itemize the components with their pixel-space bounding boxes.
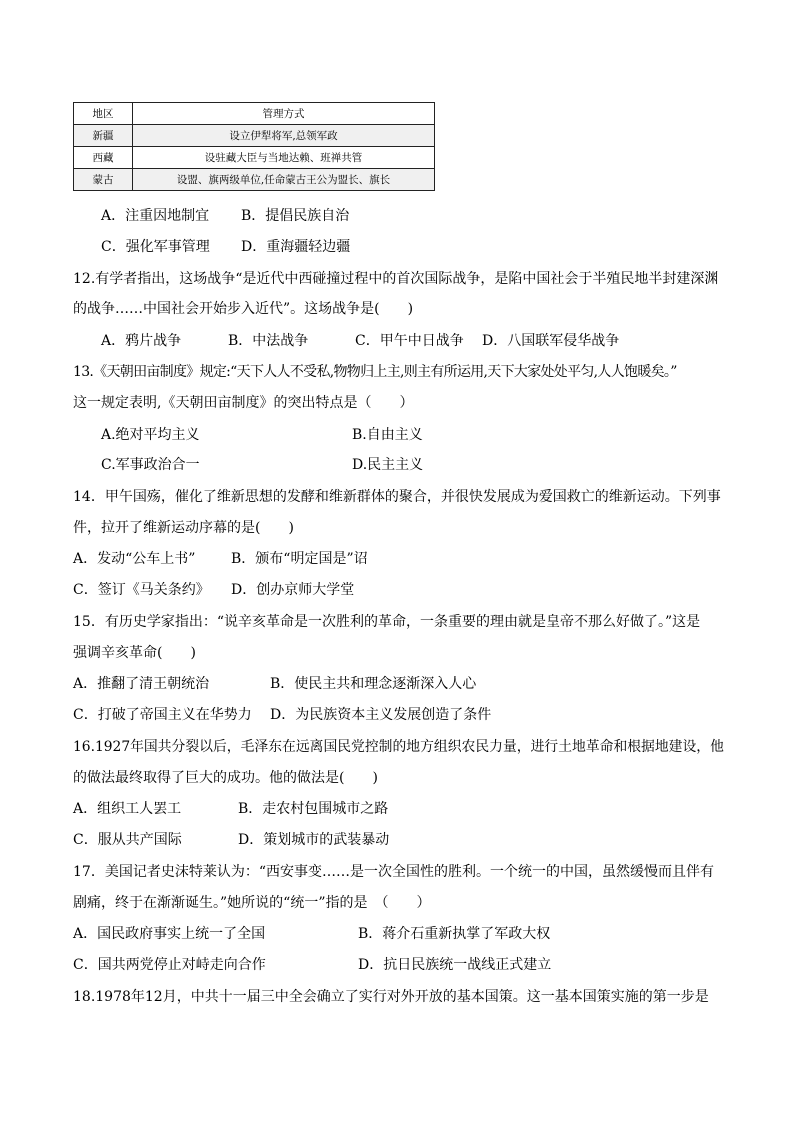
q12-option-d[interactable]: D．八国联军侵华战争 (482, 333, 620, 349)
q16-option-d[interactable]: D．策划城市的武装暴动 (238, 832, 390, 848)
table-cell: 蒙古 (74, 169, 133, 191)
q11-option-b[interactable]: B．提倡民族自治 (241, 208, 350, 224)
q13-option-d[interactable]: D.民主主义 (352, 457, 424, 473)
q12-option-b[interactable]: B．中法战争 (228, 333, 309, 349)
q17-stem-line-1: 17．美国记者史沫特莱认为：“西安事变……是一次全国性的胜利。一个统一的中国，虽然缓慢而且伴有 (73, 864, 714, 880)
q14-options-row-2 (73, 581, 354, 599)
q11-option-c[interactable]: C．强化军事管理 (101, 239, 210, 255)
q14-option-d[interactable]: D．创办京师大学堂 (231, 582, 355, 598)
q17-options-row-2 (73, 956, 551, 974)
table-row (74, 125, 435, 147)
table-cell: 设立伊犁将军,总领军政 (133, 125, 435, 147)
q17-options-row-1 (73, 925, 550, 943)
table-cell: 设驻藏大臣与当地达赖、班禅共管 (133, 147, 435, 169)
table-cell: 设盟、旗两级单位,任命蒙古王公为盟长、旗长 (133, 169, 435, 191)
q14-stem-line-2: 件，拉开了维新运动序幕的是( ) (73, 520, 294, 536)
q17-option-c[interactable]: C．国共两党停止对峙走向合作 (73, 957, 266, 973)
q16-option-a[interactable]: A．组织工人罢工 (73, 801, 182, 817)
q12-stem-line-1: 12.有学者指出，这场战争“是近代中西碰撞过程中的首次国际战争，是陷中国社会于半殖民地半封建深渊 (73, 271, 719, 287)
q13-options-row-2 (101, 456, 423, 474)
q15-stem-line-1: 15．有历史学家指出：“说辛亥革命是一次胜利的革命，一条重要的理由就是皇帝不那么好做了。”这是 (73, 614, 701, 630)
table-cell: 新疆 (74, 125, 133, 147)
q13-option-c[interactable]: C.军事政治合一 (101, 457, 200, 473)
q14-stem-line-1: 14．甲午国殇，催化了维新思想的发酵和维新群体的聚合，并很快发展成为爱国救亡的维新运动。下列事 (73, 489, 721, 505)
table-cell: 西藏 (74, 147, 133, 169)
q13-stem-line-1: 13.《天朝田亩制度》规定:“天下人人不受私,物物归上主,则主有所运用,天下大家处处平匀,人人饱暖矣。” (73, 364, 677, 380)
table-row (74, 147, 435, 169)
q11-option-d[interactable]: D．重海疆轻边疆 (241, 239, 351, 255)
q17-stem-line-2: 剧痛，终于在渐渐诞生。”她所说的“统一”指的是 （ ） (73, 895, 431, 911)
q15-options-row-1 (73, 675, 476, 693)
table-header-cell: 管理方式 (133, 103, 435, 125)
q11-options-row-2 (101, 238, 350, 256)
q16-stem-line-2: 的做法最终取得了巨大的成功。他的做法是( ) (73, 770, 378, 786)
q12-option-c[interactable]: C．甲午中日战争 (355, 333, 464, 349)
q12-options-row (101, 332, 619, 350)
q12-option-a[interactable]: A．鸦片战争 (101, 333, 182, 349)
q15-option-a[interactable]: A．推翻了清王朝统治 (73, 676, 210, 692)
q16-option-c[interactable]: C．服从共产国际 (73, 832, 182, 848)
q13-option-b[interactable]: B.自由主义 (352, 427, 423, 443)
q17-option-d[interactable]: D．抗日民族统一战线正式建立 (358, 957, 552, 973)
q17-option-a[interactable]: A．国民政府事实上统一了全国 (73, 926, 266, 942)
q16-stem-line-1: 16.1927年国共分裂以后，毛泽东在远离国民党控制的地方组织农民力量，进行土地革命和根据地建设，他 (73, 739, 724, 755)
q15-option-b[interactable]: B．使民主共和理念逐渐深入人心 (270, 676, 477, 692)
q15-option-c[interactable]: C．打破了帝国主义在华势力 (73, 707, 252, 723)
q18-stem-line-1: 18.1978年12月，中共十一届三中全会确立了实行对外开放的基本国策。这一基本国策实施的第一步是 (73, 989, 709, 1005)
q16-option-b[interactable]: B．走农村包围城市之路 (238, 801, 389, 817)
q12-stem-line-2: 的战争……中国社会开始步入近代”。这场战争是( ) (73, 301, 414, 317)
region-management-table (73, 102, 435, 191)
q14-options-row-1 (73, 550, 368, 568)
q16-options-row-2 (73, 831, 389, 849)
q16-options-row-1 (73, 800, 388, 818)
table-header-cell: 地区 (74, 103, 133, 125)
table-header-row (74, 103, 435, 125)
table-row (74, 169, 435, 191)
q13-option-a[interactable]: A.绝对平均主义 (101, 427, 200, 443)
q17-option-b[interactable]: B．蒋介石重新执掌了军政大权 (358, 926, 551, 942)
q13-options-row-1 (101, 426, 423, 444)
q14-option-a[interactable]: A．发动“公车上书” (73, 551, 196, 567)
q15-stem-line-2: 强调辛亥革命( ) (73, 645, 196, 661)
q11-options-row-1 (101, 207, 349, 225)
q13-stem-line-2: 这一规定表明,《天朝田亩制度》的突出特点是（ ） (73, 395, 414, 411)
q14-option-c[interactable]: C．签订《马关条约》 (73, 582, 210, 598)
q11-option-a[interactable]: A．注重因地制宜 (101, 208, 210, 224)
q15-options-row-2 (73, 706, 491, 724)
q15-option-d[interactable]: D．为民族资本主义发展创造了条件 (270, 707, 492, 723)
q14-option-b[interactable]: B．颁布“明定国是”诏 (231, 551, 368, 567)
